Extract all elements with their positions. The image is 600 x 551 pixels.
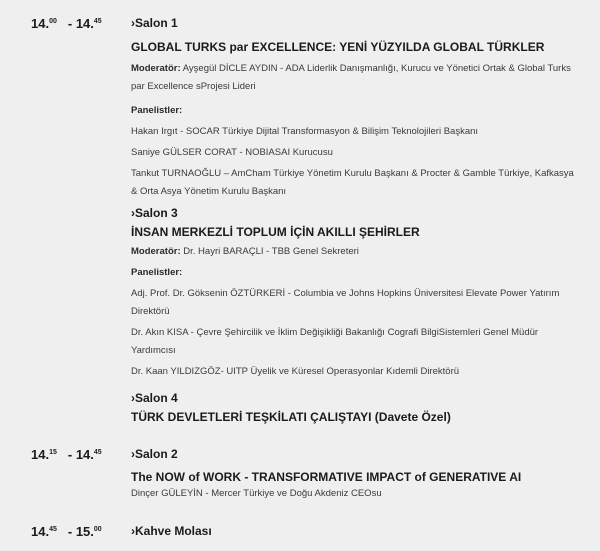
coffee-break-label: ›Kahve Molası [131, 524, 212, 538]
panelist: Adj. Prof. Dr. Göksenin ÖZTÜRKERİ - Columbia ve Johns Hopkins Üniversitesi Elevate Power Yatırım Direktörü [131, 288, 560, 317]
end-hour: 14. [75, 447, 94, 462]
salon-label: ›Salon 2 [131, 447, 178, 461]
start-hour: 14. [31, 16, 50, 31]
end-minute: 00 [93, 526, 102, 533]
session-title: The NOW of WORK - TRANSFORMATIVE IMPACT of GENERATIVE AI [131, 470, 522, 484]
session-salon-3 [131, 206, 581, 384]
panelist: Hakan Irgıt - SOCAR Türkiye Dijital Transformasyon & Bilişim Teknolojileri Başkanı [131, 126, 479, 137]
end-hour: 15. [75, 524, 94, 539]
start-minute: 45 [49, 526, 57, 533]
moderator-name: Dr. Hayri BARAÇLI - TBB Genel Sekreteri [183, 246, 359, 257]
moderator-label: Moderatör: [131, 63, 181, 74]
session-salon-4 [131, 391, 581, 424]
speaker-line: Dinçer GÜLEYİN - Mercer Türkiye ve Doğu Akdeniz CEOsu [131, 488, 382, 499]
moderator-line [131, 243, 581, 261]
panelists-label: Panelistler: [131, 267, 183, 278]
start-hour: 14. [31, 524, 50, 539]
session-coffee-break [131, 524, 581, 538]
start-hour: 14. [31, 447, 50, 462]
panelists-label: Panelistler: [131, 105, 183, 116]
moderator-label: Moderatör: [131, 246, 181, 257]
slot-time: 14.45 - 15.00 [31, 524, 102, 539]
panelist: Dr. Akın KISA - Çevre Şehircilik ve İklim Değişikliği Bakanlığı Cografi BilgiSistemleri Genel Müdür Yardımcısı [131, 327, 539, 356]
salon-label: ›Salon 3 [131, 206, 178, 220]
session-salon-2 [131, 447, 581, 503]
session-title: TÜRK DEVLETLERİ TEŞKİLATI ÇALIŞTAYI (Davete Özel) [131, 410, 451, 424]
moderator-name: Ayşegül DİCLE AYDIN - ADA Liderlik Danışmanlığı, Kurucu ve Yönetici Ortak & Global Turks par Excellence sProjesi Lideri [131, 63, 571, 92]
start-minute: 00 [49, 18, 57, 25]
salon-label: ›Salon 4 [131, 391, 178, 405]
end-minute: 45 [93, 18, 102, 25]
panelist: Dr. Kaan YILDIZGÖZ- UITP Üyelik ve Küresel Operasyonlar Kıdemli Direktörü [131, 366, 460, 377]
slot-time: 14.00 - 14.45 [31, 16, 102, 31]
panelist: Saniye GÜLSER CORAT - NOBIASAI Kurucusu [131, 147, 333, 158]
end-hour: 14. [75, 16, 94, 31]
slot-time: 14.15 - 14.45 [31, 447, 102, 462]
end-minute: 45 [93, 449, 102, 456]
start-minute: 15 [49, 449, 57, 456]
session-title: İNSAN MERKEZLİ TOPLUM İÇİN AKILLI ŞEHİRLER [131, 225, 420, 239]
session-title: GLOBAL TURKS par EXCELLENCE: YENİ YÜZYILDA GLOBAL TÜRKLER [131, 40, 545, 54]
moderator-line [131, 60, 581, 96]
session-salon-1 [131, 16, 581, 204]
panelist: Tankut TURNAOĞLU – AmCham Türkiye Yönetim Kurulu Başkanı & Procter & Gamble Türkiye, Kafkasya & Orta Asya Yönetim Kurulu Başkanı [131, 168, 574, 197]
salon-label: ›Salon 1 [131, 16, 178, 30]
